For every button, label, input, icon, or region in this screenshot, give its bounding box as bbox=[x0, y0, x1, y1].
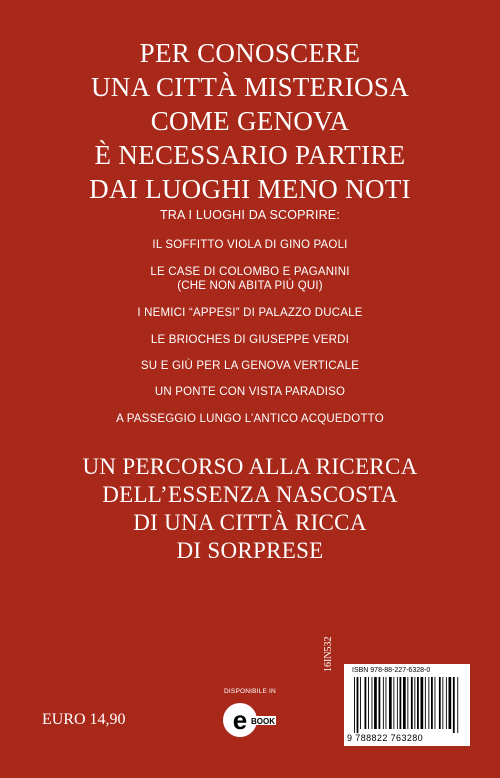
ebook-logo-icon bbox=[222, 700, 278, 740]
closing-line: UN PERCORSO ALLA RICERCA bbox=[82, 454, 418, 479]
ebook-logo-word: BOOK bbox=[251, 717, 275, 726]
barcode-icon bbox=[350, 677, 464, 733]
barcode-digits: 9 788822 763280 bbox=[347, 733, 424, 743]
headline-line: DAI LUOGHI MENO NOTI bbox=[89, 174, 411, 204]
ebook-badge bbox=[210, 688, 290, 748]
headline-line: PER CONOSCERE bbox=[139, 38, 361, 68]
list-item bbox=[0, 306, 500, 320]
list-item-text: SU E GIÙ PER LA GENOVA VERTICALE bbox=[140, 360, 360, 372]
list-item bbox=[0, 359, 500, 373]
list-item bbox=[0, 412, 500, 426]
headline-line: È NECESSARIO PARTIRE bbox=[94, 140, 406, 170]
headline-line: UNA CITTÀ MISTERIOSA bbox=[90, 72, 409, 102]
list-item bbox=[0, 238, 500, 252]
list-item bbox=[0, 265, 500, 293]
list-item bbox=[0, 333, 500, 347]
list-item bbox=[0, 385, 500, 399]
product-code: 16IN532 bbox=[323, 636, 334, 672]
closing-line: DI UNA CITTÀ RICCA bbox=[133, 510, 367, 535]
closing-line: DELL’ESSENZA NASCOSTA bbox=[102, 482, 398, 507]
list-item-text: UN PONTE CON VISTA PARADISO bbox=[154, 386, 346, 398]
ebook-logo-letter: e bbox=[232, 705, 248, 735]
list-item-text: (CHE NON ABITA PIÙ QUI) bbox=[177, 280, 323, 292]
list-item-text: IL SOFFITTO VIOLA DI GINO PAOLI bbox=[152, 239, 348, 251]
headline-line: COME GENOVA bbox=[150, 106, 350, 136]
price-label: EURO 14,90 bbox=[42, 711, 126, 728]
closing-line: DI SORPRESE bbox=[176, 538, 324, 563]
headline bbox=[0, 36, 500, 206]
ebook-available-label: DISPONIBILE IN bbox=[224, 688, 276, 695]
list-item-text: LE BRIOCHES DI GIUSEPPE VERDI bbox=[150, 334, 350, 346]
closing-statement bbox=[0, 453, 500, 565]
list-item-text: LE CASE DI COLOMBO E PAGANINI bbox=[150, 266, 350, 278]
list-intro: TRA I LUOGHI DA SCOPRIRE: bbox=[159, 208, 341, 222]
list-item-text: A PASSEGGIO LUNGO L’ANTICO ACQUEDOTTO bbox=[116, 413, 384, 425]
isbn-text: ISBN 978-88-227-6328-0 bbox=[352, 667, 431, 674]
isbn-barcode bbox=[344, 664, 470, 746]
list-item-text: I NEMICI “APPESI” DI PALAZZO DUCALE bbox=[137, 307, 363, 319]
